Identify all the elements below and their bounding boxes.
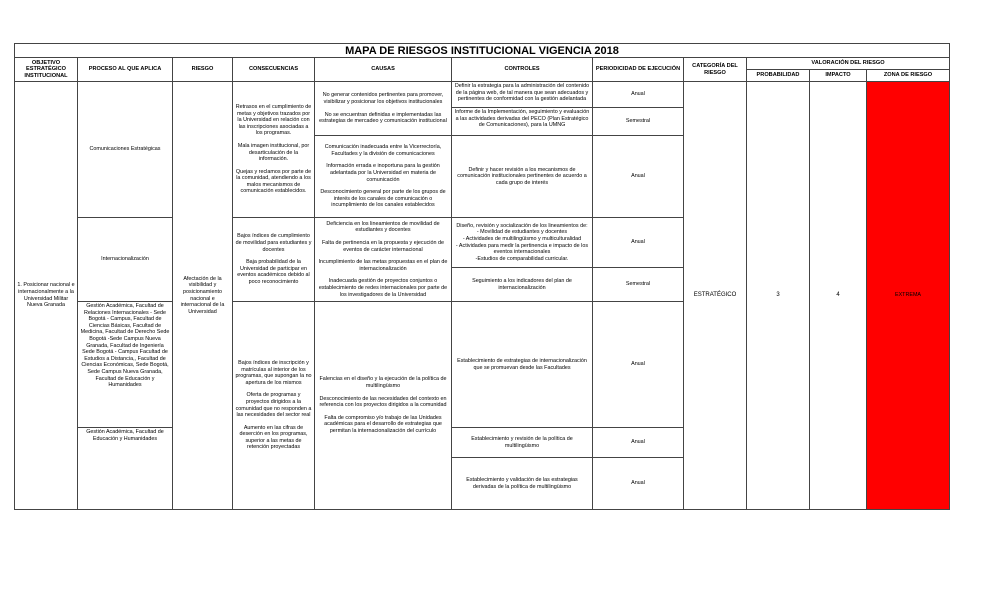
causa-text: Inadecuada gestión de proyectos conjuntos o establecimiento de redes internacionales por parte de los investigadores de la Universidad [318, 278, 448, 298]
consecuencia-text: Bajos índices de inscripción y matrículas al interior de los programas, que supongan la no apertura de los mismos [235, 359, 312, 386]
causa-text: No se encuentran definidas e implementadas las estrategias de mercadeo y comunicación institucional [319, 111, 447, 125]
control-8: Establecimiento y validación de las estrategias derivadas de la política de multilingüismo [452, 458, 593, 510]
control-5: Seguimiento a los indicadores del plan de internacionalización [452, 268, 593, 302]
causa-text: Falta de pertinencia en la propuesta y ejecución de eventos de carácter internacional [322, 240, 444, 253]
impacto-cell: 4 [810, 82, 867, 510]
header-controles: CONTROLES [452, 58, 593, 82]
header-valoracion: VALORACIÓN DEL RIESGO [747, 58, 950, 70]
control-7: Establecimiento y revisión de la política de multilingüismo [452, 428, 593, 458]
consecuencias-group-2 [233, 218, 315, 302]
risk-map-table [14, 43, 950, 510]
header-impacto: IMPACTO [810, 69, 867, 81]
zona-riesgo-badge: EXTREMA [867, 82, 950, 510]
causa-text: Falta de compromiso y/o trabajo de las Unidades académicas para el desarrollo de estrategias que permitan la internacionalización del currículo [324, 414, 442, 434]
consecuencia-text: Aumento en las cifras de deserción en los programas, superior a las metas de retención proyectadas [239, 424, 308, 451]
header-periodicidad: PERIODICIDAD DE EJECUCIÓN [593, 58, 684, 82]
causas-group-4 [315, 302, 452, 510]
consecuencia-text: Quejas y reclamos por parte de la comunidad, atendiendo a los malos mecanismos de comunicación establecidos. [235, 168, 312, 195]
consecuencias-group-1 [233, 82, 315, 218]
consecuencia-text: Retrasos en el cumplimiento de metas y objetivos trazados por la Universidad en relación con las inscripciones asociadas a los programas. [235, 103, 312, 137]
categoria-cell: ESTRATÉGICO [684, 82, 747, 510]
periodicidad-7: Anual [593, 428, 684, 458]
causas-group-1 [315, 82, 452, 136]
proceso-internacionalizacion: Internacionalización [78, 218, 173, 302]
control-4: Diseño, revisión y socialización de los lineamientos de: - Movilidad de estudiantes y docentes - Actividades de multilingüismo y multiculturalidad - Actividades para medir la pertinencia e impacto de los eventos internacionales -Estudios de comparabilidad curricular. [452, 218, 593, 268]
causa-text: Desconocimiento de las necesidades del contexto en referencia con los proyectos dirigidos a la comunidad [319, 395, 447, 409]
control-6: Establecimiento de estrategias de internacionalización que se promuevan desde las Facultades [452, 302, 593, 428]
consecuencia-text: Oferta de programas y proyectos dirigidos a la comunidad que no responden a las necesidades del sector real [235, 392, 312, 419]
probabilidad-cell: 3 [747, 82, 810, 510]
causa-text: Incumplimiento de las metas propuestas en el plan de internacionalización [318, 259, 448, 272]
causa-text: Falencias en el diseño y la ejecución de la política de multilingüismo [319, 376, 447, 390]
causas-group-2 [315, 136, 452, 218]
sheet-title: MAPA DE RIESGOS INSTITUCIONAL VIGENCIA 2018 [15, 44, 950, 58]
causa-text: Comunicación inadecuada entre la Vicerrectoría, Facultades y la división de comunicaciones [324, 144, 442, 157]
header-categoria: CATEGORÍA DEL RIESGO [684, 58, 747, 82]
consecuencias-group-3 [233, 302, 315, 510]
header-proceso: PROCESO AL QUE APLICA [78, 58, 173, 82]
periodicidad-3: Anual [593, 136, 684, 218]
consecuencia-text: Mala imagen institucional, por desarticulación de la información. [237, 142, 310, 163]
header-probabilidad: PROBABILIDAD [747, 69, 810, 81]
risk-map-sheet [14, 43, 949, 510]
proceso-gestion-academica-educacion: Gestión Académica, Facultad de Educación y Humanidades [78, 428, 173, 510]
proceso-comunicaciones: Comunicaciones Estratégicas [78, 82, 173, 218]
periodicidad-6: Anual [593, 302, 684, 428]
header-consecuencias: CONSECUENCIAS [233, 58, 315, 82]
causa-text: Desconocimiento general por parte de los grupos de interés de los canales de comunicación o incumplimiento de los canales establecidos [320, 189, 446, 209]
periodicidad-2: Semestral [593, 108, 684, 136]
control-1: Definir la estrategia para la administración del contenido de la página web, de tal manera que sean adecuados y pertinentes de conformidad con la gestión adelantada [452, 82, 593, 108]
consecuencia-text: Bajos índices de cumplimiento de movilidad para estudiantes y docentes [235, 233, 312, 253]
header-objetivo: OBJETIVO ESTRATÉGICO INSTITUCIONAL [15, 58, 78, 82]
causas-group-3 [315, 218, 452, 302]
periodicidad-4: Anual [593, 218, 684, 268]
consecuencia-text: Baja probabilidad de la Universidad de participar en eventos académicos debido al poco reconocimiento [237, 259, 310, 285]
proceso-gestion-academica-facultades: Gestión Académica, Facultad de Relaciones Internacionales - Sede Bogotá - Campus, Facultad de Ciencias Básicas, Facultad de Medicina, Facultad de Derecho Sede Bogotá -Sede Campus Nueva Granada, Facultad de Ingeniería Sede Bogotá - Campus Facultad de Estudios a Distancia,, Facultad de Ciencias Económicas, Sede Bogotá, Sede Campus Nueva Granada, Facultad de Educación y Humanidades [78, 302, 173, 428]
periodicidad-5: Semestral [593, 268, 684, 302]
riesgo-cell: Afectación de la visibilidad y posicionamiento nacional e internacional de la Universidad [173, 82, 233, 510]
control-2: Informe de la Implementación, seguimiento y evaluación a las actividades derivadas del PECO (Plan Estratégico de Comunicaciones), para la UMNG [452, 108, 593, 136]
objetivo-cell: 1. Posicionar nacional e internacionalmente a la Universidad Militar Nueva Granada [15, 82, 78, 510]
periodicidad-8: Anual [593, 458, 684, 510]
header-zona: ZONA DE RIESGO [867, 69, 950, 81]
causa-text: Información errada e inoportuna para la gestión adelantada por la Universidad en materia de comunicación [326, 163, 440, 183]
causa-text: Deficiencia en los lineamientos de movilidad de estudiantes y docentes [326, 220, 440, 234]
header-causas: CAUSAS [315, 58, 452, 82]
control-3: Definir y hacer revisión a los mecanismos de comunicación institucionales pertinentes de acuerdo a cada grupo de interés [452, 136, 593, 218]
causa-text: No generar contenidos pertinentes para promover, visibilizar y posicionar los objetivos institucionales [322, 92, 444, 105]
periodicidad-1: Anual [593, 82, 684, 108]
header-riesgo: RIESGO [173, 58, 233, 82]
